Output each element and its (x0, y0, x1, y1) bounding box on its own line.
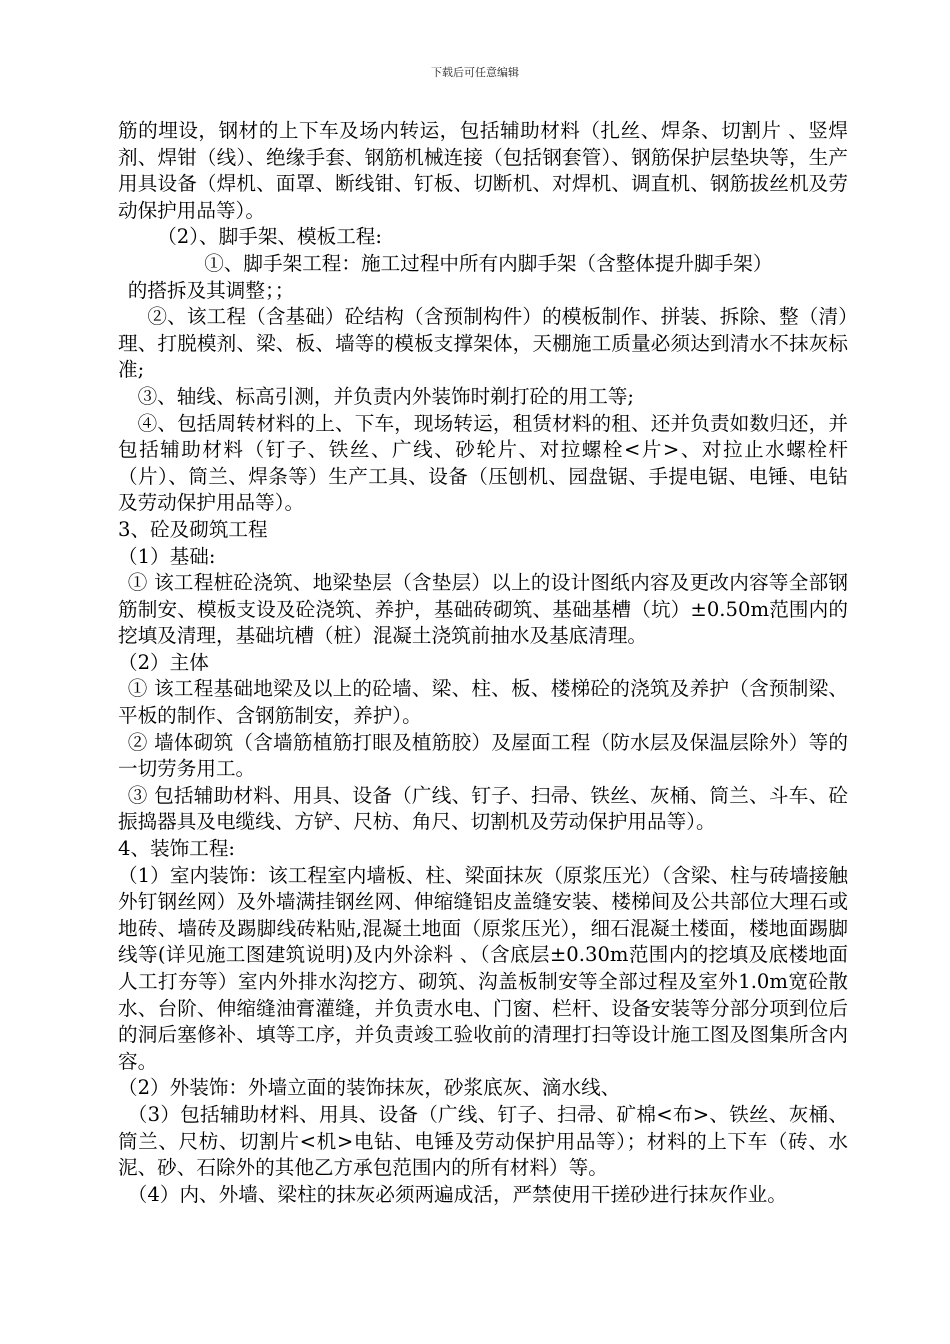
item-turnover-materials: ④、包括周转材料的上、下车，现场转运，租赁材料的租、还并负责如数归还，并包括辅助材料（钉子、铁丝、广线、砂轮片、对拉螺栓<片>、对拉止水螺栓杆（片）、筒兰、焊条等）生产工具、设备（压刨机、园盘锯、手提电锯、电锤、电钻及劳动保护用品等）。 (118, 411, 848, 515)
paragraph-rebar-materials: 筋的埋设，钢材的上下车及场内转运，包括辅助材料（扎丝、焊条、切割片 、竖焊剂、焊钳（线）、绝缘手套、钢筋机械连接（包括钢套管）、钢筋保护层垫块等，生产用具设备（焊机、面罩、断线钳、钉板、切断机、对焊机、调直机、钢筋拔丝机及劳动保护用品等）。 (118, 119, 848, 222)
item-exterior-decoration: （2）外装饰：外墙立面的装饰抹灰，砂浆底灰、滴水线、 (118, 1076, 621, 1100)
heading-main-structure: （2）主体 (118, 650, 209, 674)
heading-concrete-masonry: 3、砼及砌筑工程 (118, 517, 268, 541)
item-plastering-requirement: （4）内、外墙、梁柱的抹灰必须两遍成活，严禁使用干搓砂进行抹灰作业。 (127, 1182, 787, 1206)
page-header: 下载后可任意编辑 (431, 66, 519, 79)
item-main-structure-1: ① 该工程基础地梁及以上的砼墙、梁、柱、板、楼梯砼的浇筑及养护（含预制梁、平板的制作、含钢筋制安，养护）。 (118, 677, 848, 728)
item-scaffold-work-cont: 的搭拆及其调整；； (127, 278, 295, 302)
heading-foundation: （1）基础: (118, 544, 216, 568)
item-main-structure-2: ② 墙体砌筑（含墙筋植筋打眼及植筋胶）及屋面工程（防水层及保温层除外）等的一切劳务用工。 (118, 730, 848, 781)
item-interior-decoration: （1）室内装饰：该工程室内墙板、柱、梁面抹灰（原浆压光）（含梁、柱与砖墙接触外钉钢丝网）及外墙满挂钢丝网、伸缩缝铝皮盖缝安装、楼梯间及公共部位大理石或地砖、墙砖及踢脚线砖粘贴,混凝土地面（原浆压光），细石混凝土楼面，楼地面踢脚线等(详见施工图建筑说明)及内外涂料 、（含底层±0.30m范围内的挖填及底楼地面人工打夯等）室内外排水沟挖方、砌筑、沟盖板制安等全部过程及室外1.0m宽砼散水、台阶、伸缩缝油膏灌缝，并负责水电、门窗、栏杆、设备安装等分部分项到位后的洞后塞修补、填等工序，并负责竣工验收前的清理打扫等设计施工图及图集所含内容。 (118, 863, 848, 1073)
document-body (118, 118, 848, 1208)
item-foundation-1: ① 该工程桩砼浇筑、地梁垫层（含垫层）以上的设计图纸内容及更改内容等全部钢筋制安、模板支设及砼浇筑、养护，基础砖砌筑、基础基槽（坑）±0.50m范围内的挖填及清理，基础坑槽（桩）混凝土浇筑前抽水及基底清理。 (118, 571, 848, 648)
item-main-structure-3: ③ 包括辅助材料、用具、设备（广线、钉子、扫帚、铁丝、灰桶、筒兰、斗车、砼振捣器具及电缆线、方铲、尺枋、角尺、切割机及劳动保护用品等）。 (118, 783, 848, 834)
item-scaffold-work: ①、脚手架工程：施工过程中所有内脚手架（含整体提升脚手架） (204, 251, 773, 275)
item-axis-elevation: ③、轴线、标高引测，并负责内外装饰时剃打砼的用工等; (137, 384, 635, 408)
heading-scaffold-formwork: （2）、脚手架、模板工程: (157, 225, 382, 249)
heading-decoration: 4、装饰工程: (118, 837, 236, 861)
item-auxiliary-materials: （3）包括辅助材料、用具、设备（广线、钉子、扫帚、矿棉<布>、铁丝、灰桶、筒兰、尺枋、切割片<机>电钻、电锤及劳动保护用品等）；材料的上下车（砖、水泥、砂、石除外的其他乙方承包范围内的所有材料）等。 (118, 1102, 848, 1180)
item-formwork: ②、该工程（含基础）砼结构（含预制构件）的模板制作、拼装、拆除、整（清）理、打脱模剂、梁、板、墙等的模板支撑架体，天棚施工质量必须达到清水不抹灰标准; (118, 305, 848, 382)
